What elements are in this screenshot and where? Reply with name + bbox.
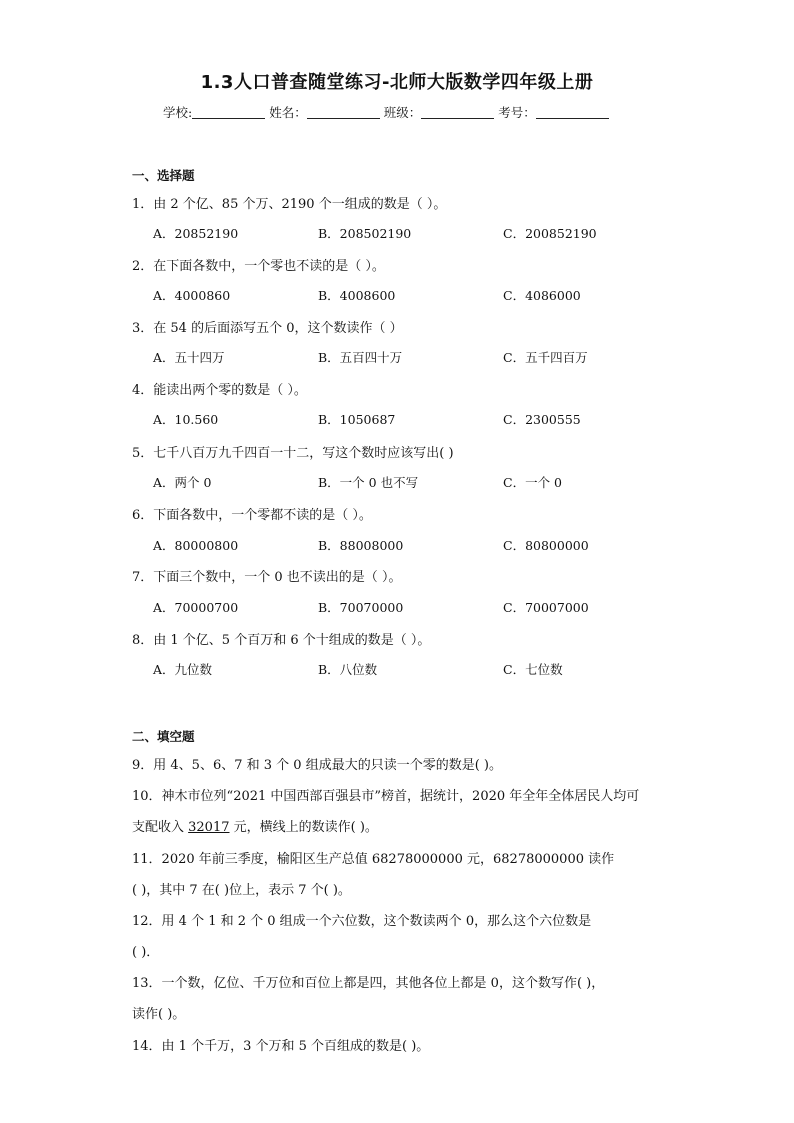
q5-option-a[interactable]: A．两个 0	[153, 475, 212, 490]
question-5: 5．七千八百万九千四百一十二，写这个数时应该写出( )	[132, 446, 454, 461]
q8-option-c[interactable]: C．七位数	[503, 662, 563, 677]
school-label: 学校:	[163, 105, 193, 120]
question-4: 4．能读出两个零的数是（ ）。	[132, 383, 307, 398]
class-label: 班级：	[383, 105, 422, 120]
student-info-line	[163, 103, 613, 121]
q3-option-c[interactable]: C．五千四百万	[503, 350, 588, 365]
q5-option-c[interactable]: C．一个 0	[503, 475, 562, 490]
question-6: 6．下面各数中，一个零都不读的是（ ）。	[132, 508, 372, 523]
q3-option-a[interactable]: A．五十四万	[153, 350, 225, 365]
q8-option-a[interactable]: A．九位数	[153, 662, 213, 677]
q8-option-b[interactable]: B．八位数	[318, 662, 378, 677]
question-1: 1．由 2 个亿、85 个万、2190 个一组成的数是（ ）。	[132, 197, 447, 212]
name-label: 姓名：	[269, 105, 307, 120]
question-9: 9．用 4、5、6、7 和 3 个 0 组成最大的只读一个零的数是( )。	[132, 758, 502, 773]
number-blank[interactable]	[536, 105, 609, 119]
q7-option-b[interactable]: B．70070000	[318, 600, 404, 615]
number-label: 考号：	[498, 105, 536, 120]
name-blank[interactable]	[307, 105, 380, 119]
question-12-line-2: ( )．	[132, 945, 160, 960]
question-10-line-1: 10．神木市位列“2021 中国西部百强县市”榜首，据统计，2020 年全年全体居民人均可	[132, 789, 640, 804]
question-13-line-2: 读作( )。	[132, 1007, 186, 1022]
q7-option-a[interactable]: A．70000700	[153, 600, 239, 615]
page-title: 1.3人口普查随堂练习-北师大版数学四年级上册	[200, 72, 594, 93]
q4-option-c[interactable]: C．2300555	[503, 412, 581, 427]
q2-option-c[interactable]: C．4086000	[503, 288, 581, 303]
class-blank[interactable]	[421, 105, 494, 119]
question-8: 8．由 1 个亿、5 个百万和 6 个十组成的数是（ ）。	[132, 633, 431, 648]
q2-option-b[interactable]: B．4008600	[318, 288, 396, 303]
q6-option-b[interactable]: B．88008000	[318, 538, 404, 553]
q3-option-b[interactable]: B．五百四十万	[318, 350, 403, 365]
question-13-line-1: 13．一个数，亿位、千万位和百位上都是四，其他各位上都是 0，这个数写作( )，	[132, 976, 605, 991]
q10-underlined-number: 32017	[188, 820, 230, 835]
question-11-line-2: ( )，其中 7 在( )位上，表示 7 个( )。	[132, 883, 351, 898]
question-3: 3．在 54 的后面添写五个 0，这个数读作（ ）	[132, 321, 403, 336]
q2-option-a[interactable]: A．4000860	[153, 288, 231, 303]
question-12-line-1: 12．用 4 个 1 和 2 个 0 组成一个六位数，这个数读两个 0，那么这个六位数是	[132, 914, 592, 929]
school-blank[interactable]	[192, 105, 265, 119]
q4-option-a[interactable]: A．10.560	[153, 412, 219, 427]
question-11-line-1: 11．2020 年前三季度，榆阳区生产总值 68278000000 元，68278000000 读作	[132, 852, 615, 867]
q4-option-b[interactable]: B．1050687	[318, 412, 396, 427]
q6-option-c[interactable]: C．80800000	[503, 538, 589, 553]
question-10-line-2	[132, 816, 378, 835]
q6-option-a[interactable]: A．80000800	[153, 538, 239, 553]
question-7: 7．下面三个数中，一个 0 也不读出的是（ ）。	[132, 570, 402, 585]
question-14: 14．由 1 个千万，3 个万和 5 个百组成的数是( )。	[132, 1039, 430, 1054]
q1-option-a[interactable]: A．20852190	[153, 226, 239, 241]
question-2: 2．在下面各数中，一个零也不读的是（ ）。	[132, 259, 385, 274]
section-heading-fill: 二、填空题	[132, 729, 195, 744]
section-heading-choice: 一、选择题	[132, 168, 195, 183]
q7-option-c[interactable]: C．70007000	[503, 600, 589, 615]
q10-suffix: 元，横线上的数读作( )。	[229, 820, 378, 835]
q10-prefix: 支配收入	[132, 820, 189, 835]
q1-option-c[interactable]: C．200852190	[503, 226, 597, 241]
q5-option-b[interactable]: B．一个 0 也不写	[318, 475, 419, 490]
q1-option-b[interactable]: B．208502190	[318, 226, 412, 241]
